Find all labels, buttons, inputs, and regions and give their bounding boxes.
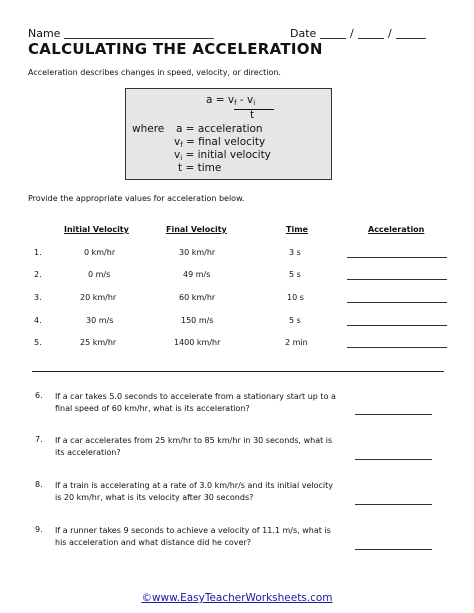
row-3-time: 10 s	[287, 293, 304, 302]
definition-t: t = time	[178, 162, 222, 174]
footer	[0, 592, 474, 604]
row-4-time: 5 s	[289, 316, 301, 325]
definition-a: a = acceleration	[176, 123, 263, 135]
row-5-final: 1400 km/hr	[174, 338, 221, 347]
row-2-time: 5 s	[289, 270, 301, 279]
row-3-initial: 20 km/hr	[80, 293, 117, 302]
date-slash-1: /	[350, 27, 354, 40]
date-slash-2: /	[388, 27, 392, 40]
page-title: CALCULATING THE ACCELERATION	[28, 40, 323, 58]
row-1-number: 1.	[34, 248, 42, 257]
row-2-number: 2.	[34, 270, 42, 279]
row-1-initial: 0 km/hr	[84, 248, 116, 257]
question-7-text: If a car accelerates from 25 km/hr to 85 km/hr in 30 seconds, what is its acceleration?	[55, 436, 333, 457]
row-5-number: 5.	[34, 338, 42, 347]
row-4-final: 150 m/s	[181, 316, 214, 325]
question-6-text: If a car takes 5.0 seconds to accelerate from a stationary start up to a final speed of 60 km/hr, what is its acceleration?	[55, 392, 336, 413]
question-7-answer-line[interactable]	[355, 459, 432, 460]
footer-copyright: ©	[141, 592, 152, 604]
row-4-answer-line[interactable]	[347, 325, 447, 326]
section-divider	[32, 371, 444, 372]
formula-denominator: t	[250, 109, 255, 121]
row-3-final: 60 km/hr	[179, 293, 216, 302]
name-label: Name	[28, 27, 61, 40]
question-8-answer-line[interactable]	[355, 504, 432, 505]
footer-link[interactable]: www.EasyTeacherWorksheets.com	[151, 592, 333, 604]
row-1-time: 3 s	[289, 248, 301, 257]
row-5-time: 2 min	[285, 338, 308, 347]
row-4-initial: 30 m/s	[86, 316, 114, 325]
date-label: Date	[290, 27, 317, 40]
question-9-answer-line[interactable]	[355, 549, 432, 550]
row-3-number: 3.	[34, 293, 42, 302]
row-2-final: 49 m/s	[183, 270, 211, 279]
row-1-final: 30 km/hr	[179, 248, 216, 257]
row-5-initial: 25 km/hr	[80, 338, 117, 347]
header-time: Time	[286, 225, 308, 234]
row-2-answer-line[interactable]	[347, 279, 447, 280]
formula-box	[125, 88, 332, 180]
row-5-answer-line[interactable]	[347, 347, 447, 348]
question-7-number: 7.	[35, 435, 43, 444]
question-9-text: If a runner takes 9 seconds to achieve a velocity of 11.1 m/s, what is his acceleration and what distance did he cover?	[55, 526, 331, 547]
intro-text: Acceleration describes changes in speed, velocity, or direction.	[28, 68, 281, 77]
row-3-answer-line[interactable]	[347, 302, 447, 303]
row-2-initial: 0 m/s	[88, 270, 111, 279]
header-acceleration: Acceleration	[368, 225, 425, 234]
question-6-number: 6.	[35, 391, 43, 400]
formula-numerator: $a = v_f - v_i$	[206, 94, 256, 107]
row-1-answer-line[interactable]	[347, 257, 447, 258]
date-day-field[interactable]	[358, 38, 384, 39]
header-final-velocity: Final Velocity	[166, 225, 227, 234]
question-8-number: 8.	[35, 480, 43, 489]
definition-vi: $v_i$ = initial velocity	[174, 149, 271, 162]
row-4-number: 4.	[34, 316, 42, 325]
date-year-field[interactable]	[396, 38, 426, 39]
date-month-field[interactable]	[320, 38, 346, 39]
table-instructions: Provide the appropriate values for acceleration below.	[28, 194, 245, 203]
question-9-number: 9.	[35, 525, 43, 534]
header-initial-velocity: Initial Velocity	[64, 225, 129, 234]
name-field[interactable]	[64, 38, 214, 39]
where-label: where	[132, 123, 165, 135]
definition-vf: $v_f$ = final velocity	[174, 136, 266, 149]
question-6-answer-line[interactable]	[355, 414, 432, 415]
question-8-text: If a train is accelerating at a rate of 3.0 km/hr/s and its initial velocity is 20 km/hr, what is its velocity after 30 seconds?	[55, 481, 333, 502]
